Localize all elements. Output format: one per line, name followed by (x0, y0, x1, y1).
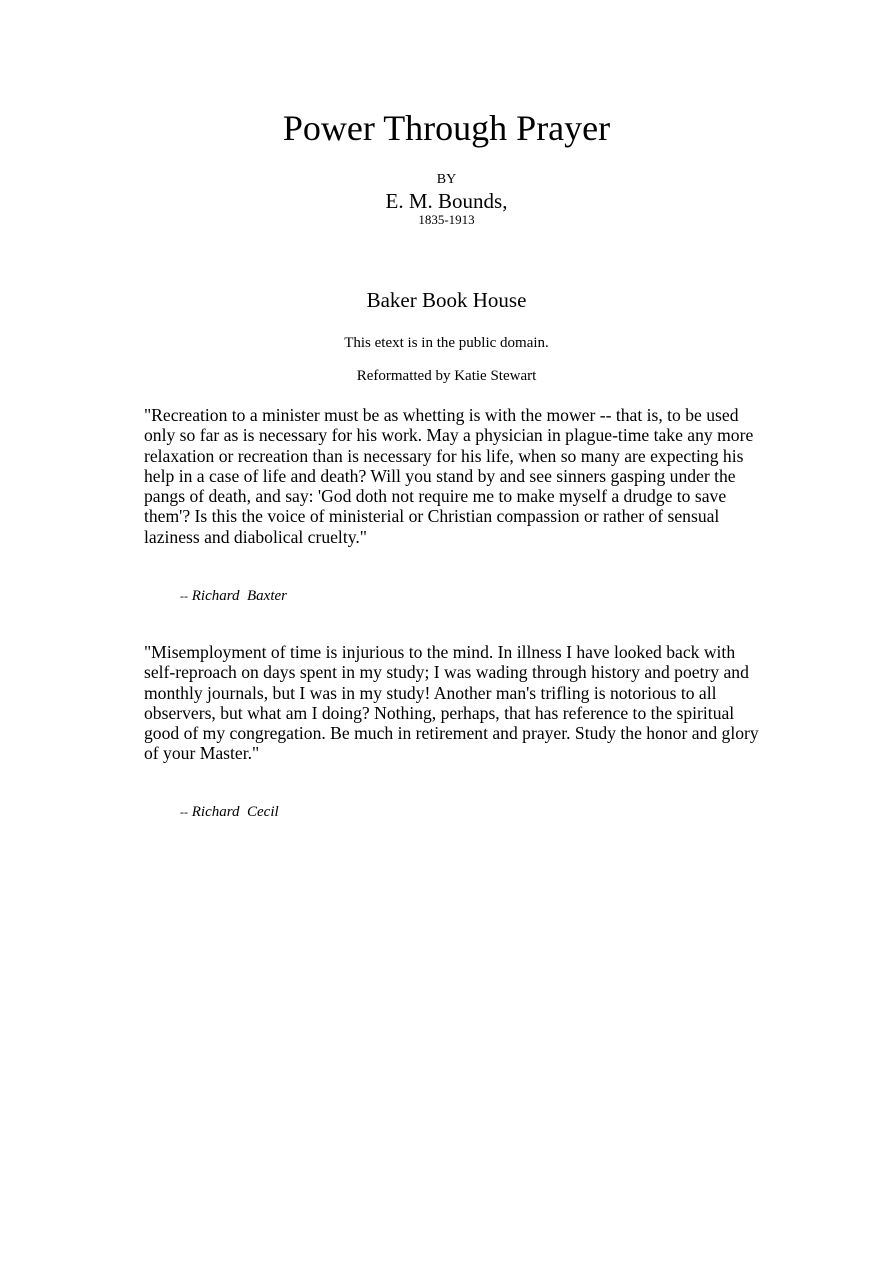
by-label: BY (436, 172, 457, 187)
public-domain-note: This etext is in the public domain. (344, 335, 549, 351)
quote-line: only so far as is necessary for his work. May a physician in plague-time take any more (144, 425, 754, 446)
attribution-name: Richard Cecil (188, 804, 279, 820)
quote-line: "Recreation to a minister must be as whetting is with the mower -- that is, to be used (144, 405, 739, 425)
quote-cecil (144, 642, 792, 764)
quote-line: them'? Is this the voice of ministerial or Christian compassion or rather of sensual (144, 506, 720, 527)
attribution-cecil (180, 803, 279, 821)
quote-line: "Misemployment of time is injurious to the mind. In illness I have looked back with (144, 642, 736, 662)
quote-baxter (144, 405, 792, 547)
quote-line: monthly journals, but I was in my study! Another man's trifling is notorious to all (144, 682, 717, 703)
quote-line: observers, but what am I doing? Nothing, perhaps, that has reference to the spiritual (144, 702, 735, 723)
author-dates: 1835-1913 (418, 212, 475, 227)
attribution-name: Richard Baxter (188, 588, 288, 604)
quote-line: laziness and diabolical cruelty." (144, 526, 367, 547)
attribution-dash: -- (180, 805, 188, 819)
reformatted-note: Reformatted by Katie Stewart (356, 368, 537, 384)
publisher: Baker Book House (366, 288, 527, 312)
quote-line: relaxation or recreation than is necessary for his life, when so many are expecting his (144, 445, 744, 466)
quote-line: self-reproach on days spent in my study; I was wading through history and poetry and (144, 662, 749, 683)
attribution-baxter (180, 587, 287, 605)
quote-line: help in a case of life and death? Will you stand by and see sinners gasping under the (144, 465, 736, 486)
quote-line: of your Master." (144, 743, 260, 764)
page-title: Power Through Prayer (282, 108, 611, 148)
quote-line: good of my congregation. Be much in retirement and prayer. Study the honor and glory (144, 723, 759, 744)
attribution-dash: -- (180, 589, 188, 603)
quote-line: pangs of death, and say: 'God doth not require me to make myself a drudge to save (144, 486, 727, 507)
author-name: E. M. Bounds, (385, 189, 508, 213)
